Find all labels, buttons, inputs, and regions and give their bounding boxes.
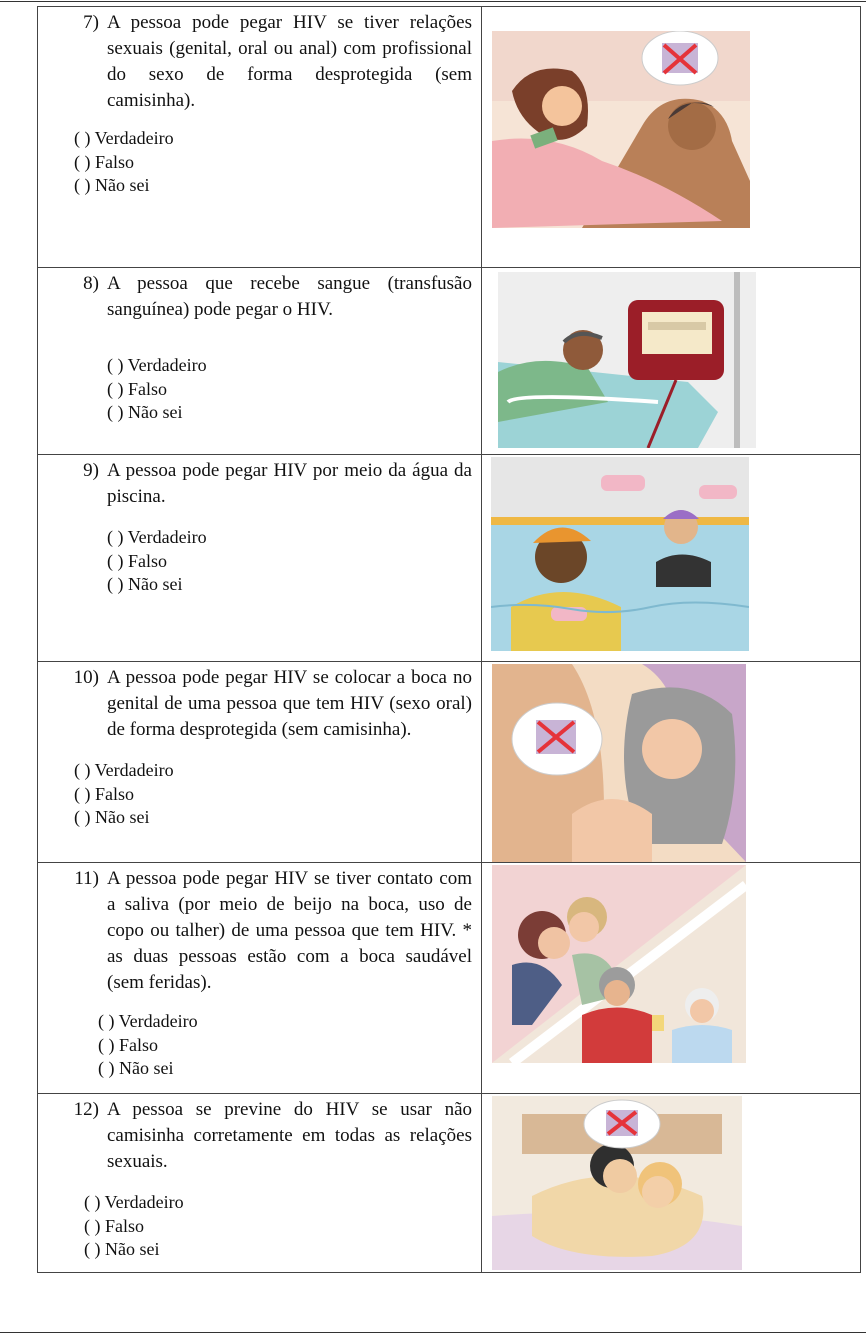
option-dont-know[interactable]: ( ) Não sei (107, 574, 183, 594)
question-cell (38, 1094, 482, 1273)
question-row-9 (38, 455, 861, 662)
option-dont-know[interactable]: ( ) Não sei (74, 175, 150, 195)
pool-exercise-illustration (491, 457, 749, 651)
option-false[interactable]: ( ) Falso (107, 378, 167, 399)
illustration-cell (482, 662, 861, 863)
question-text: A pessoa se previne do HIV se usar não camisinha corretamente em todas as relações sexuais. (107, 1099, 472, 1172)
question-row-8 (38, 268, 861, 455)
illustration-cell (482, 268, 861, 455)
question-cell (38, 662, 482, 863)
kiss-and-cup-sharing-illustration (492, 865, 746, 1063)
question-text: A pessoa que recebe sangue (transfusão sanguínea) pode pegar o HIV. (107, 273, 472, 320)
couple-embracing-illustration (492, 1096, 742, 1270)
option-false[interactable]: ( ) Falso (74, 151, 134, 172)
illustration-cell (482, 7, 861, 268)
option-true[interactable]: ( ) Verdadeiro (84, 1192, 184, 1212)
illustration-cell (482, 455, 861, 662)
blood-transfusion-illustration (498, 272, 756, 448)
question-number: 9) (83, 460, 99, 481)
option-true[interactable]: ( ) Verdadeiro (74, 128, 174, 148)
question-row-7 (38, 7, 861, 268)
question-number: 12) (73, 1099, 99, 1120)
illustration-cell (482, 1094, 861, 1273)
question-text: A pessoa pode pegar HIV se tiver contato com a saliva (por meio de beijo na boca, uso de copo ou talher) de uma pessoa que tem HIV. * as duas pessoas estão com a boca saudável (sem feridas). (107, 868, 472, 993)
option-dont-know[interactable]: ( ) Não sei (74, 807, 150, 827)
question-row-12 (38, 1094, 861, 1273)
question-cell (38, 268, 482, 455)
option-true[interactable]: ( ) Verdadeiro (107, 527, 207, 547)
option-dont-know[interactable]: ( ) Não sei (107, 402, 183, 422)
option-true[interactable]: ( ) Verdadeiro (107, 355, 207, 375)
illustration-cell (482, 863, 861, 1094)
option-false[interactable]: ( ) Falso (107, 550, 167, 571)
option-false[interactable]: ( ) Falso (84, 1215, 144, 1236)
question-text: A pessoa pode pegar HIV se colocar a boca no genital de uma pessoa que tem HIV (sexo oral) de forma desprotegida (sem camisinha). (107, 667, 472, 740)
option-dont-know[interactable]: ( ) Não sei (98, 1058, 174, 1078)
question-number: 8) (83, 273, 99, 294)
couple-in-bed-illustration (492, 31, 750, 228)
questionnaire-table (37, 6, 861, 1273)
option-true[interactable]: ( ) Verdadeiro (74, 760, 174, 780)
option-true[interactable]: ( ) Verdadeiro (98, 1011, 198, 1031)
question-number: 10) (73, 667, 99, 688)
question-cell (38, 455, 482, 662)
question-cell (38, 7, 482, 268)
option-false[interactable]: ( ) Falso (98, 1034, 158, 1055)
question-row-11 (38, 863, 861, 1094)
question-number: 11) (74, 868, 99, 889)
option-dont-know[interactable]: ( ) Não sei (84, 1239, 160, 1259)
question-text: A pessoa pode pegar HIV por meio da água da piscina. (107, 460, 472, 507)
question-number: 7) (83, 12, 99, 33)
page-top-rule (0, 1, 866, 2)
option-false[interactable]: ( ) Falso (74, 783, 134, 804)
question-text: A pessoa pode pegar HIV se tiver relações sexuais (genital, oral ou anal) com profissional do sexo de forma desprotegida (sem camisinha). (107, 12, 472, 111)
question-row-10 (38, 662, 861, 863)
page-bottom-rule (0, 1332, 866, 1333)
oral-sex-illustration (492, 664, 746, 862)
question-cell (38, 863, 482, 1094)
